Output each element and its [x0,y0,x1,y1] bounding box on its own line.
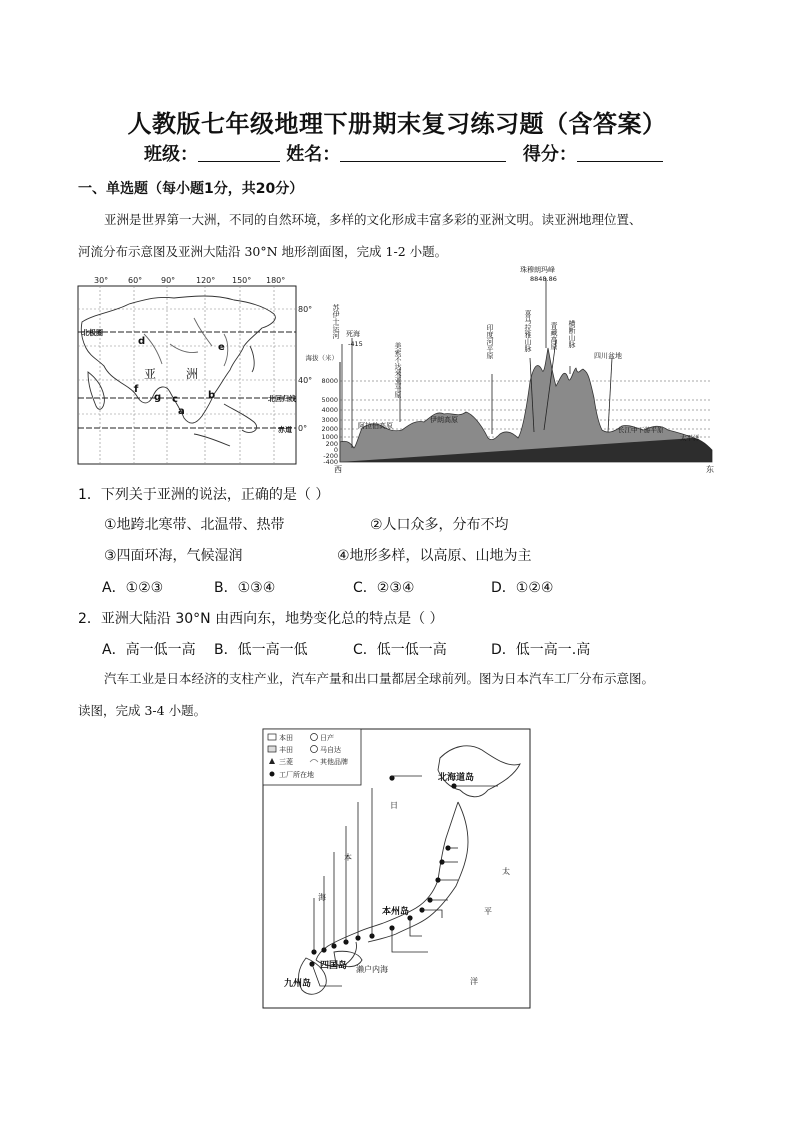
dead-sea-label: 死海 [346,330,360,338]
map-letter-a: a [178,406,185,417]
sea-of-japan-char-1: 日 [390,801,398,810]
ytick-0: 0 [333,446,338,454]
map-letter-f: f [134,384,139,395]
legend-honda: 本田 [279,734,293,742]
tropic-label: 北回归线 [268,395,296,403]
continent-char-1: 亚 [144,367,157,381]
sea-of-japan-char-2: 本 [344,853,352,862]
ytick-5000: 5000 [321,396,338,404]
ytick-neg400: -400 [323,458,338,466]
ytick-4000: 4000 [321,406,338,414]
seto-inland-sea-label: 濑户内海 [356,965,388,974]
q1-option-c[interactable]: C．②③④ [353,580,415,596]
intro-paragraph-1 [78,204,738,268]
q2-option-a[interactable]: A．高一低一高 [102,642,196,658]
map-letter-d: d [138,336,146,347]
legend-other: 其他品牌 [320,758,348,766]
tibet-label: 青藏高原 [550,322,558,350]
ytick-2000: 2000 [321,425,338,433]
ytick-200: 200 [325,440,338,448]
everest-height: 8848.86 [530,275,557,283]
map-letter-e: e [218,342,225,353]
mesopotamia-label: 美索不达米亚平原 [394,342,402,398]
section-heading: 一、单选题（每小题1分，共20分） [78,181,304,197]
honshu-label: 本州岛 [382,907,410,917]
student-info-line [144,140,663,166]
lat-label-0: 0° [298,424,308,433]
name-label: 姓名： [286,144,341,165]
kyushu-label: 九州岛 [284,979,312,989]
class-blank[interactable] [198,143,280,162]
shikoku-label: 四国岛 [320,961,348,971]
q1-statement-3: ③四面环海，气候湿润 [104,548,243,564]
pacific-profile-label: 太平洋 [680,434,700,442]
dead-sea-depth: -415 [348,340,363,348]
intro1-line1: 亚洲是世界第一大洲，不同的自然环境，多样的文化形成丰富多彩的亚洲文明。读亚洲地理位置、 [104,212,642,227]
ytick-1000: 1000 [321,433,338,441]
q1-stem: 1．下列关于亚洲的说法，正确的是（ ） [78,487,330,503]
q2-option-d[interactable]: D．低一高一.高 [491,642,591,658]
lon-label-60: 60° [128,276,143,285]
intro1-line2: 河流分布示意图及亚洲大陆沿 30°N 地形剖面图，完成 1-2 小题。 [78,244,448,259]
arctic-circle-label: 北极圈 [82,329,103,337]
q1-statement-2: ②人口众多，分布不均 [370,517,509,533]
everest-label: 珠穆朗玛峰 [520,266,555,274]
legend-toyota: 丰田 [279,746,293,754]
lon-label-90: 90° [161,276,176,285]
legend-factory: 工厂所在地 [279,771,314,779]
arabian-label: 阿拉伯高原 [358,422,393,430]
ytick-neg200: -200 [323,452,338,460]
east-label: 东 [706,465,714,474]
score-label: 得分： [522,144,577,165]
indus-label: 印度河平原 [486,324,494,359]
continent-char-2: 洲 [186,367,199,381]
lon-label-180: 180° [266,276,286,285]
lon-label-30: 30° [94,276,109,285]
page-title: 人教版七年级地理下册期末复习练习题（含答案） [127,110,667,138]
terrain-profile-30n [305,262,726,476]
lat-label-80: 80° [298,305,313,314]
name-blank[interactable] [340,143,506,162]
legend-mitsubishi: 三菱 [279,758,293,766]
pacific-char-1: 太 [502,867,510,876]
class-label: 班级： [144,144,198,165]
map-letter-c: c [172,394,178,405]
intro2-line2: 读图，完成 3-4 小题。 [78,703,207,718]
equator-label: 赤道 [278,426,292,434]
pacific-char-2: 平 [484,907,492,916]
west-label: 西 [334,465,342,474]
legend-nissan: 日产 [320,734,334,742]
q1-option-b[interactable]: B．①③④ [214,580,276,596]
q2-option-b[interactable]: B．低一高一低 [214,642,308,658]
intro-paragraph-2 [78,663,738,727]
suez-label: 苏伊士运河 [332,304,340,339]
legend-mazda: 马自达 [320,746,341,754]
map-letter-g: g [154,392,162,403]
q2-option-c[interactable]: C．低一低一高 [353,642,447,658]
sichuan-label: 四川盆地 [594,352,622,360]
q2-stem: 2．亚洲大陆沿 30°N 由西向东，地势变化总的特点是（ ） [78,611,444,627]
yangtze-label: 长江中下游平原 [618,426,664,434]
asia-location-map [74,274,324,470]
q1-option-a[interactable]: A．①②③ [102,580,164,596]
q1-option-d[interactable]: D．①②④ [491,580,554,596]
ytick-8000: 8000 [321,377,338,385]
himalaya-label: 喜马拉雅山脉 [524,310,532,352]
sea-of-japan-char-3: 海 [318,893,326,902]
profile-ylabel: 海拔（米） [305,354,338,362]
lon-label-120: 120° [196,276,216,285]
intro2-line1: 汽车工业是日本经济的支柱产业，汽车产量和出口量都居全球前列。图为日本汽车工厂分布示意图。 [104,671,655,686]
lon-label-150: 150° [232,276,252,285]
lat-label-40: 40° [298,376,313,385]
hokkaido-label: 北海道岛 [438,773,475,783]
q1-statement-1: ①地跨北寒带、北温带、热带 [104,517,285,533]
hengduan-label: 横断山脉 [568,320,576,348]
pacific-char-3: 洋 [470,977,478,986]
score-blank[interactable] [577,143,663,162]
iranian-label: 伊朗高原 [430,416,458,424]
ytick-3000: 3000 [321,416,338,424]
q1-statement-4: ④地形多样，以高原、山地为主 [337,548,532,564]
japan-factory-map [262,728,532,1010]
map-letter-b: b [208,390,216,401]
